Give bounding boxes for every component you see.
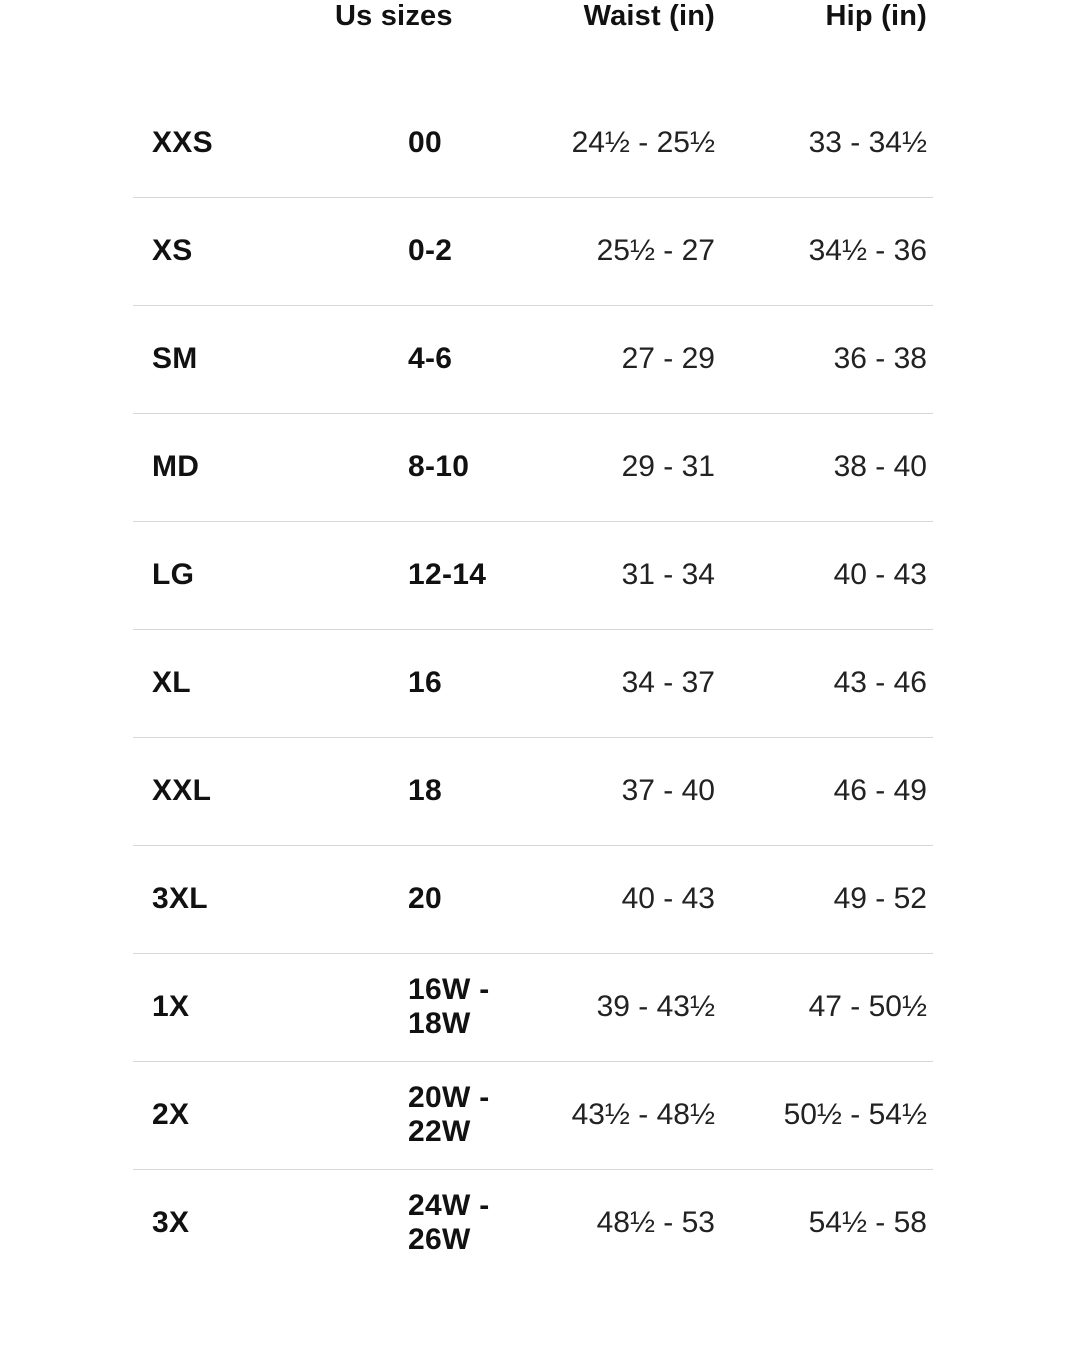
column-header-size bbox=[133, 0, 273, 89]
table-row bbox=[133, 89, 933, 197]
cell-us-size: 16 bbox=[273, 629, 528, 737]
cell-us-size: 0-2 bbox=[273, 197, 528, 305]
table-row bbox=[133, 629, 933, 737]
table-row bbox=[133, 845, 933, 953]
cell-waist: 31 - 34 bbox=[528, 521, 733, 629]
cell-size: XXL bbox=[133, 737, 273, 845]
cell-waist: 40 - 43 bbox=[528, 845, 733, 953]
table-row bbox=[133, 413, 933, 521]
table-row bbox=[133, 521, 933, 629]
cell-size: XXS bbox=[152, 125, 213, 159]
cell-waist: 39 - 43½ bbox=[528, 953, 733, 1061]
cell-size: 3X bbox=[133, 1169, 273, 1277]
header-row bbox=[133, 0, 933, 89]
cell-waist: 27 - 29 bbox=[528, 305, 733, 413]
table-body bbox=[133, 89, 933, 1277]
cell-us-size: 20W - 22W bbox=[273, 1061, 528, 1169]
cell-size: LG bbox=[133, 521, 273, 629]
cell-us-size: 16W - 18W bbox=[273, 953, 528, 1061]
cell-waist: 29 - 31 bbox=[528, 413, 733, 521]
cell-hip: 50½ - 54½ bbox=[733, 1061, 933, 1169]
column-header-hip: Hip (in) bbox=[825, 0, 927, 32]
cell-hip: 38 - 40 bbox=[733, 413, 933, 521]
cell-waist: 24½ - 25½ bbox=[571, 125, 715, 159]
cell-hip: 46 - 49 bbox=[733, 737, 933, 845]
cell-size: XS bbox=[133, 197, 273, 305]
table-row bbox=[133, 1169, 933, 1277]
table-row bbox=[133, 953, 933, 1061]
cell-us-size: 00 bbox=[408, 125, 442, 159]
cell-hip: 49 - 52 bbox=[733, 845, 933, 953]
cell-size: SM bbox=[133, 305, 273, 413]
cell-us-size: 12-14 bbox=[273, 521, 528, 629]
cell-hip: 47 - 50½ bbox=[733, 953, 933, 1061]
table-row bbox=[133, 737, 933, 845]
size-chart-table bbox=[133, 0, 933, 1277]
cell-size: MD bbox=[133, 413, 273, 521]
cell-waist: 34 - 37 bbox=[528, 629, 733, 737]
cell-waist: 43½ - 48½ bbox=[528, 1061, 733, 1169]
cell-size: 2X bbox=[133, 1061, 273, 1169]
cell-us-size: 4-6 bbox=[273, 305, 528, 413]
column-header-us-sizes: Us sizes bbox=[335, 0, 453, 32]
cell-us-size: 18 bbox=[273, 737, 528, 845]
table-header bbox=[133, 0, 933, 89]
cell-us-size: 24W - 26W bbox=[273, 1169, 528, 1277]
column-header-waist: Waist (in) bbox=[583, 0, 715, 32]
table-row bbox=[133, 305, 933, 413]
table-row bbox=[133, 197, 933, 305]
cell-size: 1X bbox=[133, 953, 273, 1061]
cell-hip: 40 - 43 bbox=[733, 521, 933, 629]
cell-waist: 48½ - 53 bbox=[528, 1169, 733, 1277]
table-row bbox=[133, 1061, 933, 1169]
cell-us-size: 20 bbox=[273, 845, 528, 953]
cell-hip: 34½ - 36 bbox=[733, 197, 933, 305]
cell-us-size: 8-10 bbox=[273, 413, 528, 521]
cell-waist: 25½ - 27 bbox=[528, 197, 733, 305]
cell-waist: 37 - 40 bbox=[528, 737, 733, 845]
cell-hip: 43 - 46 bbox=[733, 629, 933, 737]
cell-size: XL bbox=[133, 629, 273, 737]
cell-size: 3XL bbox=[133, 845, 273, 953]
cell-hip: 33 - 34½ bbox=[808, 125, 927, 159]
cell-hip: 54½ - 58 bbox=[733, 1169, 933, 1277]
cell-hip: 36 - 38 bbox=[733, 305, 933, 413]
